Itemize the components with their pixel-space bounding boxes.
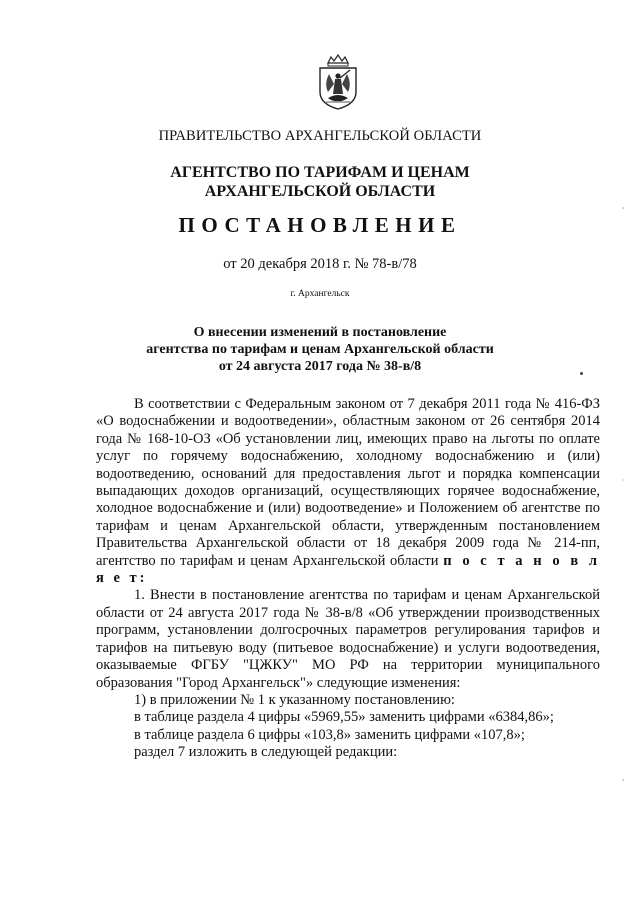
preamble-text: В соответствии с Федеральным законом от 7 декабря 2011 года № 416-ФЗ «О водоснабжении и водоотведении», областным законом от 26 сентября 2014 года № 168-10-ОЗ «Об установлении лиц, имеющих право на льготы по оплате услуг по горячему водоснабжению, холодному водоснабжению и (или) водоотведению, оснований для предоставления льгот и порядка компенсации выпадающих доходов организаций, осуществляющих горячее водоснабжение, холодное водоснабжение и (или) водоотведение» и Положением об агентстве по тарифам и ценам Архангельской области, утвержденным постановлением Правительства Архангельской области от 18 декабря 2009 года № 214-пп, агентство по тарифам и ценам Архангельской области — [96, 396, 600, 569]
document-date-number: от 20 декабря 2018 г. № 78-в/78 — [223, 256, 417, 272]
document-city: г. Архангельск — [290, 289, 350, 299]
item-1-paragraph: 1. Внести в постановление агентства по тарифам и ценам Архангельской области от 24 августа 2017 года № 38-в/8 «Об утверждении производственных программ, установлении долгосрочных параметров регулирования тарифов и тарифов на питьевую воду (питьевое водоснабжение) и услуги водоотведения, оказываемые ФГБУ "ЦЖКУ" МО РФ на территории муниципального образования "Город Архангельск"» следующие изменения: — [96, 587, 600, 691]
preamble-paragraph — [96, 396, 600, 587]
agency-name — [0, 163, 640, 201]
scan-artifact-mark: · — [622, 476, 625, 485]
subitem-1: 1) в приложении № 1 к указанному постановлению: — [134, 691, 455, 708]
change-line-a: в таблице раздела 4 цифры «5969,55» заменить цифрами «6384,86»; — [134, 709, 554, 726]
scan-artifact-mark: ' — [622, 778, 625, 787]
scan-artifact-dot — [580, 372, 583, 375]
subject-line2: агентства по тарифам и ценам Архангельской области — [146, 342, 494, 357]
government-name: ПРАВИТЕЛЬСТВО АРХАНГЕЛЬСКОЙ ОБЛАСТИ — [158, 128, 482, 144]
agency-name-line2: АРХАНГЕЛЬСКОЙ ОБЛАСТИ — [204, 183, 436, 200]
document-subject — [0, 324, 640, 375]
resolves-word: п о с т а н о в л я е т: — [96, 552, 601, 587]
change-line-b: в таблице раздела 6 цифры «103,8» заменить цифрами «107,8»; — [134, 726, 525, 743]
coat-of-arms-icon — [316, 54, 360, 110]
subject-line3: от 24 августа 2017 года № 38-в/8 — [218, 359, 422, 374]
document-body — [96, 396, 600, 762]
document-type-title: ПОСТАНОВЛЕНИЕ — [178, 213, 462, 237]
scan-artifact-mark: ' — [622, 206, 625, 215]
agency-name-line1: АГЕНТСТВО ПО ТАРИФАМ И ЦЕНАМ — [170, 164, 470, 181]
change-line-c: раздел 7 изложить в следующей редакции: — [134, 744, 398, 761]
subject-line1: О внесении изменений в постановление — [193, 325, 447, 340]
